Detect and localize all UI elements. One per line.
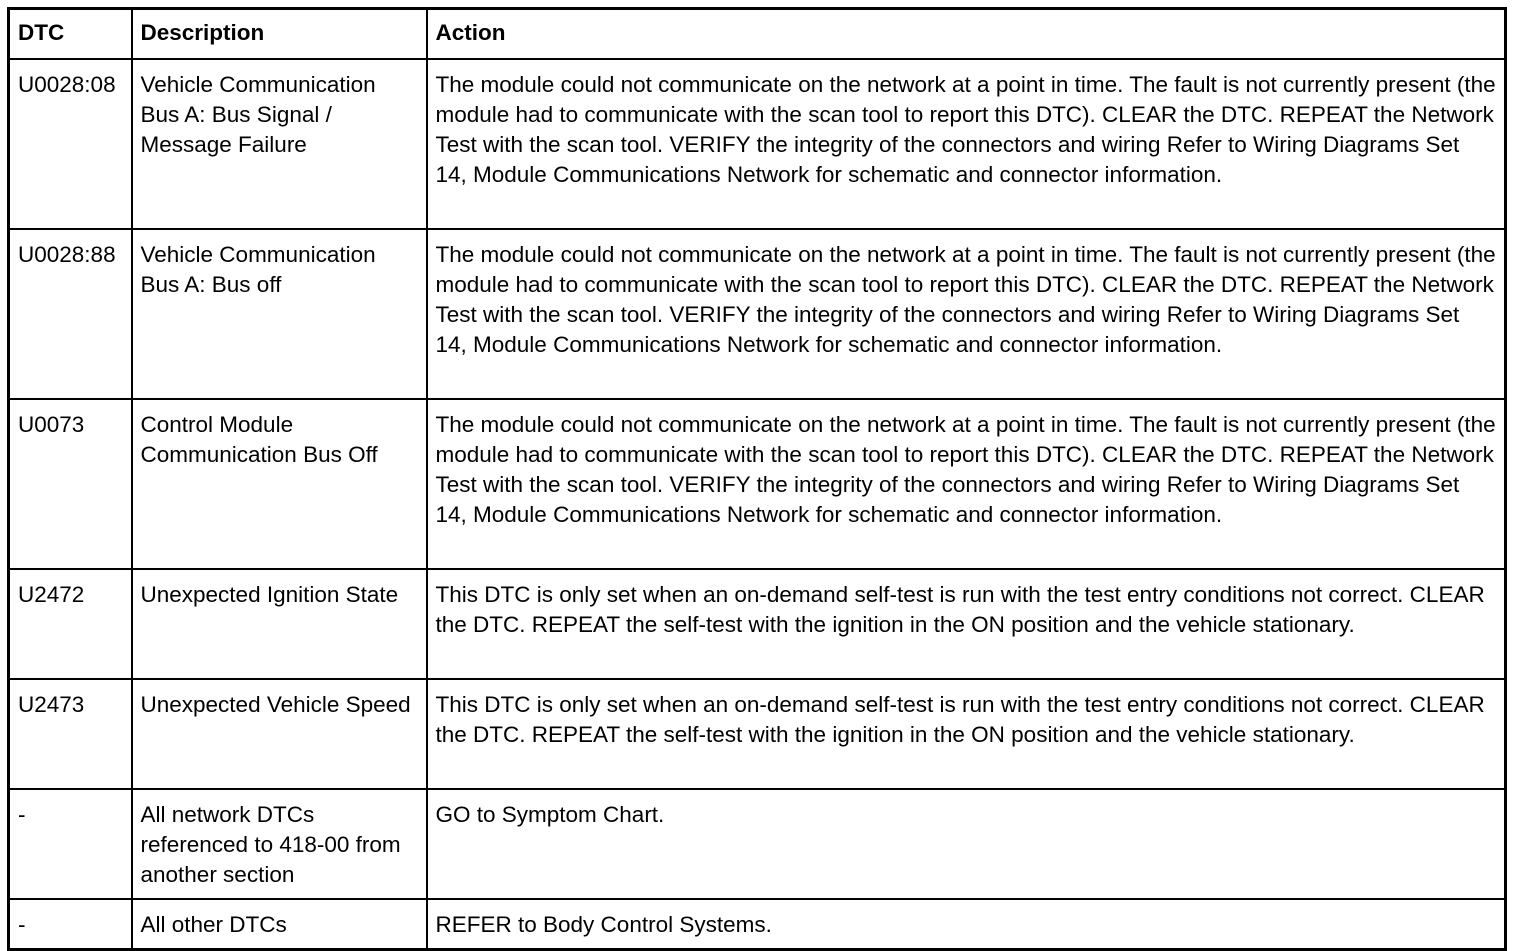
dtc-action: This DTC is only set when an on-demand self-test is run with the test entry conditions not correct. CLEAR the DTC. REPEAT the self-test with the ignition in the ON position and the vehicle stationary. — [427, 679, 1506, 789]
dtc-description: All other DTCs — [132, 899, 427, 950]
table-row — [9, 569, 1506, 679]
dtc-action: This DTC is only set when an on-demand self-test is run with the test entry conditions not correct. CLEAR the DTC. REPEAT the self-test with the ignition in the ON position and the vehicle stationary. — [427, 569, 1506, 679]
dtc-description: Vehicle Communication Bus A: Bus Signal / Message Failure — [132, 59, 427, 229]
dtc-description: All network DTCs referenced to 418-00 from another section — [132, 789, 427, 899]
dtc-code: U0028:88 — [9, 229, 132, 399]
header-action: Action — [427, 9, 1506, 60]
table-row — [9, 399, 1506, 569]
dtc-code: - — [9, 789, 132, 899]
header-description: Description — [132, 9, 427, 60]
dtc-code: - — [9, 899, 132, 950]
dtc-code: U2472 — [9, 569, 132, 679]
dtc-table — [7, 7, 1507, 951]
table-row — [9, 59, 1506, 229]
dtc-action: The module could not communicate on the network at a point in time. The fault is not currently present (the module had to communicate with the scan tool to report this DTC). CLEAR the DTC. REPEAT the Network Test with the scan tool. VERIFY the integrity of the connectors and wiring Refer to Wiring Diagrams Set 14, Module Communications Network for schematic and connector information. — [427, 399, 1506, 569]
dtc-action: The module could not communicate on the network at a point in time. The fault is not currently present (the module had to communicate with the scan tool to report this DTC). CLEAR the DTC. REPEAT the Network Test with the scan tool. VERIFY the integrity of the connectors and wiring Refer to Wiring Diagrams Set 14, Module Communications Network for schematic and connector information. — [427, 59, 1506, 229]
table-row — [9, 229, 1506, 399]
dtc-description: Vehicle Communication Bus A: Bus off — [132, 229, 427, 399]
dtc-description: Unexpected Ignition State — [132, 569, 427, 679]
table-row — [9, 679, 1506, 789]
dtc-action: REFER to Body Control Systems. — [427, 899, 1506, 950]
table-row — [9, 789, 1506, 899]
dtc-code: U2473 — [9, 679, 132, 789]
dtc-code: U0028:08 — [9, 59, 132, 229]
table-header-row — [9, 9, 1506, 60]
dtc-action: The module could not communicate on the network at a point in time. The fault is not currently present (the module had to communicate with the scan tool to report this DTC). CLEAR the DTC. REPEAT the Network Test with the scan tool. VERIFY the integrity of the connectors and wiring Refer to Wiring Diagrams Set 14, Module Communications Network for schematic and connector information. — [427, 229, 1506, 399]
dtc-description: Control Module Communication Bus Off — [132, 399, 427, 569]
dtc-description: Unexpected Vehicle Speed — [132, 679, 427, 789]
header-dtc: DTC — [9, 9, 132, 60]
dtc-action: GO to Symptom Chart. — [427, 789, 1506, 899]
dtc-code: U0073 — [9, 399, 132, 569]
table-row — [9, 899, 1506, 950]
